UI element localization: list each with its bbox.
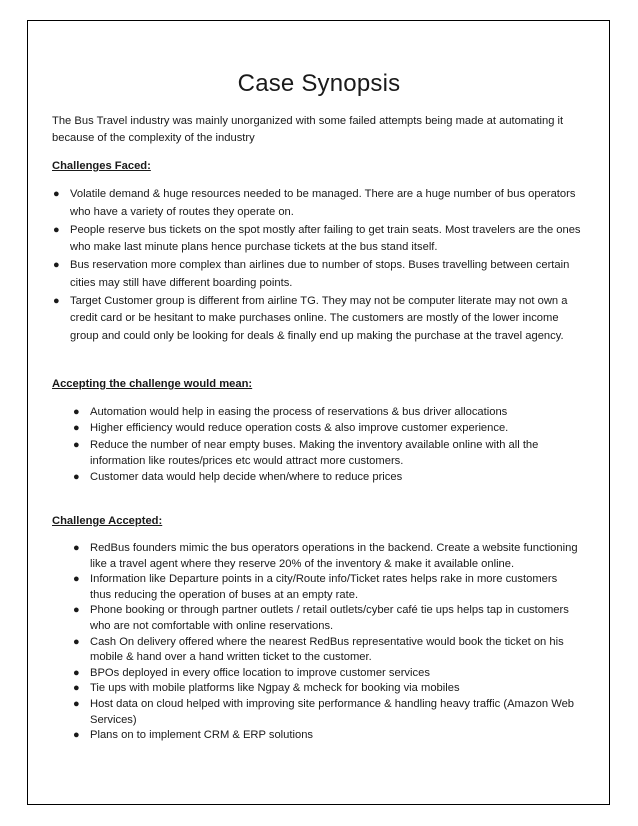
bullet-icon: ● (73, 573, 80, 586)
document-title: Case Synopsis (237, 70, 401, 97)
list-item: ● Plans on to implement CRM & ERP solutions (90, 728, 580, 744)
list-item: ● Tie ups with mobile platforms like Ngpay & mcheck for booking via mobiles (90, 681, 580, 697)
bullet-icon: ● (73, 604, 80, 617)
bullet-icon: ● (73, 422, 80, 435)
accepting-challenge-list (73, 404, 565, 485)
challenge-accepted-heading: Challenge Accepted: (52, 515, 163, 527)
bullet-icon: ● (53, 188, 60, 200)
list-item: ● Automation would help in easing the process of reservations & bus driver allocations (90, 404, 565, 420)
challenges-faced-heading: Challenges Faced: (52, 160, 151, 172)
list-item: ● Host data on cloud helped with improving site performance & handling heavy traffic (Amazon Web Services) (73, 697, 575, 726)
bullet-icon: ● (53, 259, 60, 271)
list-item: ● Volatile demand & huge resources needed to be managed. There are a huge number of bus operators who have a variety of routes they operate on. (53, 188, 576, 218)
list-item: ● Cash On delivery offered where the nearest RedBus representative would book the ticket on his mobile & hand over a hand written ticket to the customer. (73, 635, 564, 664)
bullet-icon: ● (73, 729, 80, 742)
bullet-icon: ● (73, 542, 80, 554)
bullet-icon: ● (73, 406, 80, 418)
bullet-icon: ● (53, 294, 60, 307)
list-item: ● Target Customer group is different from airline TG. They may not be computer literate may not own a credit card or be hesitant to make purchases online. The customers are mostly of the lower income group and could only be looking for deals & finally end up making the purchase at the travel agency. (53, 294, 568, 342)
list-item: ● Phone booking or through partner outlets / retail outlets/cyber café tie ups helps tap in customers who are not comfortable with online reservations. (73, 604, 569, 632)
list-item: ● Customer data would help decide when/where to reduce prices (90, 469, 565, 485)
intro-paragraph: The Bus Travel industry was mainly unorganized with some failed attempts being made at automating it because of the complexity of the industry (52, 115, 564, 144)
bullet-icon: ● (73, 635, 80, 648)
challenges-faced-list (53, 186, 584, 346)
bullet-icon: ● (73, 438, 80, 451)
bullet-icon: ● (53, 223, 60, 236)
list-item: ● BPOs deployed in every office location to improve customer services (90, 666, 580, 682)
bullet-icon: ● (73, 682, 80, 695)
bullet-icon: ● (73, 666, 80, 679)
list-item: ● People reserve bus tickets on the spot mostly after failing to get train seats. Most travelers are the ones who make last minute plans hence purchase tickets at the bus stand itself. (53, 223, 581, 253)
list-item: ● Information like Departure points in a city/Route info/Ticket rates helps rake in more customers thus reducing the operation of buses at an empty rate. (73, 573, 558, 601)
list-item: ● Bus reservation more complex than airlines due to number of stops. Buses travelling between certain cities may still have different boarding points. (53, 259, 570, 289)
list-item: ● RedBus founders mimic the bus operators operations in the backend. Create a website functioning like a travel agent where they reserve 20% of the inventory & make it available online. (73, 542, 578, 570)
list-item: ● Higher efficiency would reduce operation costs & also improve customer experience. (90, 420, 565, 436)
accepting-challenge-heading: Accepting the challenge would mean: (52, 378, 253, 390)
bullet-icon: ● (73, 471, 80, 484)
list-item: ● Reduce the number of near empty buses. Making the inventory available online with all the information like routes/prices etc would attract more customers. (73, 438, 539, 467)
bullet-icon: ● (73, 697, 80, 710)
challenge-accepted-list (73, 541, 580, 744)
